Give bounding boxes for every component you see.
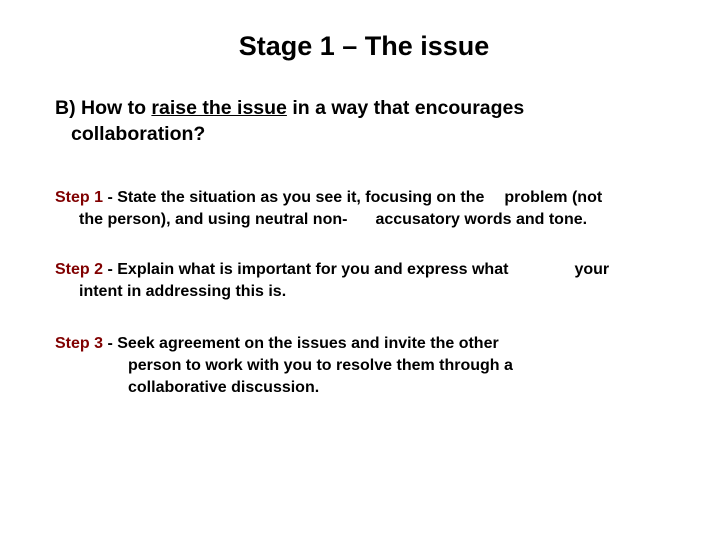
step-3	[55, 333, 695, 399]
step-1-text-2b: accusatory words and tone.	[375, 211, 588, 228]
step-2	[55, 259, 695, 303]
question-line-1	[55, 95, 665, 121]
step-2-text-1a: - Explain what is important for you and express what	[107, 261, 509, 278]
step-1-text-1b: problem (not	[504, 189, 603, 206]
step-2-line-1	[55, 259, 695, 281]
step-1	[55, 187, 695, 231]
question-prefix: B) How to	[55, 97, 152, 119]
step-3-line-3: collaborative discussion.	[128, 379, 320, 396]
question-line-2: collaboration?	[71, 123, 206, 145]
step-3-line-1	[55, 333, 695, 355]
step-3-line-2: person to work with you to resolve them through a	[128, 357, 513, 374]
step-1-label: Step 1	[55, 189, 104, 206]
question-underlined-phrase: raise the issue	[151, 97, 287, 119]
step-1-text-1a: - State the situation as you see it, focusing on the	[107, 189, 485, 206]
step-3-text-1a: - Seek agreement on the issues and invite the other	[107, 335, 499, 352]
step-2-text-1b: your	[574, 261, 610, 278]
slide-title: Stage 1 – The issue	[238, 31, 490, 61]
step-1-line-2	[55, 209, 695, 231]
question-heading	[55, 95, 665, 147]
step-1-text-2a: the person), and using neutral non-	[79, 211, 348, 228]
question-line1-rest: in a way that encourages	[286, 97, 525, 119]
step-2-label: Step 2	[55, 261, 104, 278]
step-3-label: Step 3	[55, 335, 104, 352]
step-1-line-1	[55, 187, 695, 209]
step-2-line-2: intent in addressing this is.	[79, 283, 287, 300]
